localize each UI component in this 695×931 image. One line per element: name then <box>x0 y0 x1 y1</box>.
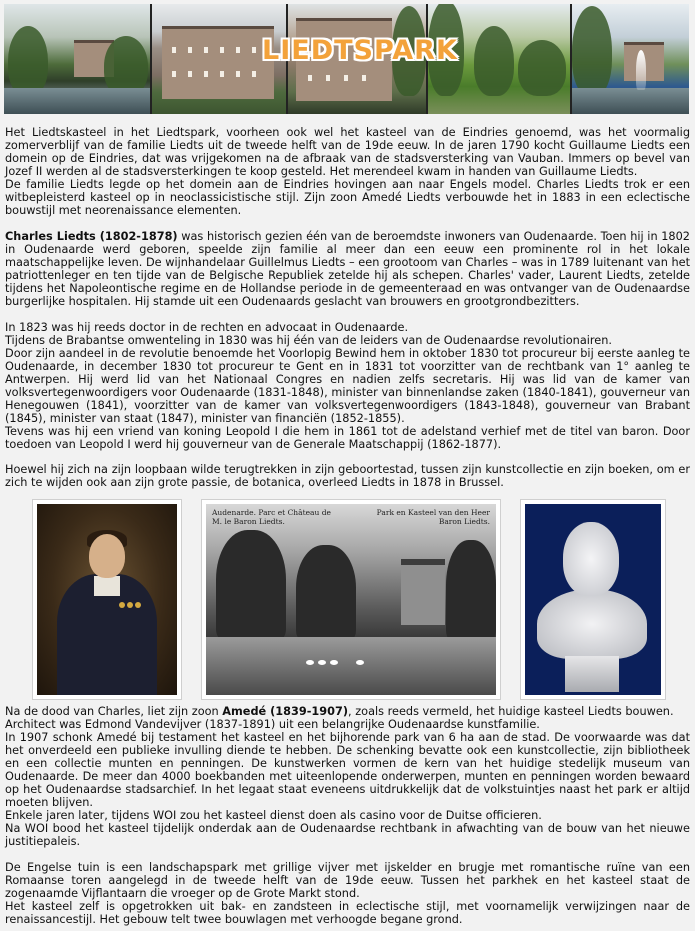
paragraph-text: , zoals reeds vermeld, het huidige kasteel Liedts bouwen. <box>348 705 674 718</box>
postcard-frame <box>201 499 501 700</box>
portrait-frame <box>32 499 182 700</box>
fountain-shape <box>636 50 646 90</box>
paragraph: Het Liedtskasteel in het Liedtspark, voorheen ook wel het kasteel van de Eindries genoemd, was het voormalig zomerverblijf van de familie Liedts uit de tweede helft van de 19de eeuw. In de jaren 1790 kocht Guillaume Liedts een domein op de Eindries, dat was vrijgekomen na de afbraak van de stadsversterking van Vauban. Immers op bevel van Jozef II werden al de stadsversterkingen te koop gesteld. Het merendeel kwam in handen van Guillaume Liedts. <box>5 126 690 178</box>
charles-section <box>5 230 690 308</box>
paragraph: Na WOI bood het kasteel tijdelijk onderdak aan de Oudenaardse rechtbank in afwachting van de bouw van het nieuwe justitiepaleis. <box>5 822 690 848</box>
paragraph: Het kasteel zelf is opgetrokken uit bak- en zandsteen in eclectische stijl, met voornamelijk verwijzingen naar de renaissancestijl. Het gebouw telt twee bouwlagen met verhoogde begane grond. <box>5 900 690 926</box>
paragraph: Tijdens de Brabantse omwenteling in 1830 was hij één van de leiders van de Oudenaardse revolutionairen. <box>5 334 612 347</box>
tree-shape <box>572 6 612 96</box>
paragraph: Tevens was hij een vriend van koning Leopold I die hem in 1861 tot de adelstand verhief met de titel van baron. Door toedoen van Leopold I werd hij gouverneur van de Generale Maatschappij (1862-1877). <box>5 425 690 451</box>
tree-shape <box>518 40 566 96</box>
amede-section <box>5 705 690 848</box>
paragraph: In 1823 was hij reeds doctor in de rechten en advocaat in Oudenaarde. <box>5 321 409 334</box>
banner-photo-fountain <box>572 4 689 114</box>
paragraph: Hoewel hij zich na zijn loopbaan wilde terugtrekken in zijn geboortestad, tussen zijn kunstcollectie en zijn boeken, om er zich te wijden ook aan zijn grote passie, de botanica, overleed Liedts in 1878 in Brussel. <box>5 463 690 489</box>
bust-sculpture-image <box>525 504 661 695</box>
pond-shape <box>572 88 689 114</box>
postcard-caption-fr: Audenarde. Parc et Château de M. le Baron Liedts. <box>212 508 331 526</box>
career-section <box>5 321 690 451</box>
retirement-section <box>5 463 690 489</box>
paragraph-text: was historisch gezien één van de beroemdste inwoners van Oudenaarde. Toen hij in 1802 in Oudenaarde werd geboren, speelde zijn familie al meer dan een eeuw een prominente rol in het lokale maatschappelijke leven. De wijnhandelaar Guillelmus Liedts – een grootoom van Charles – was in 1789 luitenant van het patriottenleger en ten tijde van de Belgische Republiek zetelde hij als schepen. Charles' vader, Laurent Liedts, zetelde tijdens het Napoleontische regime en de Hollandse periode in de gemeenteraad en was ontvanger van de Oudenaardse burgerlijke hospitalen. Hij stamde uit een Oudenaards geslacht van brouwers en grootgrondbezitters. <box>5 230 690 308</box>
paragraph: Architect was Edmond Vandevijver (1837-1891) uit een belangrijke Oudenaardse kunstfamilie. <box>5 718 540 731</box>
person-name: Charles Liedts (1802-1878) <box>5 230 178 243</box>
tree-shape <box>104 36 148 96</box>
banner-title: LIEDTSPARK <box>262 35 458 66</box>
pond-shape <box>4 88 150 114</box>
paragraph: Enkele jaren later, tijdens WOI zou het kasteel dienst doen als casino voor de Duitse officieren. <box>5 809 542 822</box>
postcard-castle-park-image <box>206 504 496 695</box>
postcard-caption <box>212 508 490 526</box>
postcard-caption-nl: Park en Kasteel van den Heer Baron Liedts. <box>376 508 490 526</box>
paragraph <box>5 230 690 308</box>
bust-frame <box>520 499 666 700</box>
intro-section <box>5 126 690 217</box>
castle-shape <box>162 26 274 99</box>
paragraph: In 1907 schonk Amedé bij testament het kasteel en het bijhorende park van 6 ha aan de stad. De voorwaarde was dat het onverdeeld een publieke invulling diende te hebben. De schenking bevatte ook een kunstcollectie, zijn bibliotheek en een collectie munten en penningen. De kunstwerken vormen de kern van het huidige stedelijk museum van Oudenaarde. De meer dan 4000 boekbanden met uiteenlopende onderwerpen, munten en penningen worden bewaard op het Oudenaardse stadsarchief. In het legaat staat eveneens uitdrukkelijk dat de volkstuintjes naast het park er altijd moeten blijven. <box>5 731 690 809</box>
banner-photo-castle-pond <box>4 4 150 114</box>
person-name: Amedé (1839-1907) <box>222 705 349 718</box>
portrait-charles-liedts-image <box>37 504 177 695</box>
tree-shape <box>8 26 48 96</box>
header-banner <box>4 4 689 114</box>
paragraph: De Engelse tuin is een landschapspark met grillige vijver met ijskelder en brugje met romantische ruïne van een Romaanse toren aangelegd in de tweede helft van de 19de eeuw. Tussen het parkhek en het kasteel staat de zogenaamde Vijflantaarn die vroeger op de Grote Markt stond. <box>5 861 690 900</box>
garden-section <box>5 861 690 926</box>
tree-shape <box>474 26 514 96</box>
paragraph: Door zijn aandeel in de revolutie benoemde het Voorlopig Bewind hem in oktober 1830 tot procureur bij eerste aanleg te Oudenaarde, in december 1830 tot procureur te Gent en in 1831 tot voorzitter van de rechtbank van 1° aanleg te Antwerpen. Hij werd lid van het Nationaal Congres en nadien zelfs secretaris. Hij was lid van de kamer van volksvertegenwoordigers voor Oudenaarde (1831-1848), minister van binnenlandse zaken (1840-1841), gouverneur van Henegouwen (1841), voorzitter van de kamer van volksvertegenwoordigers (1843-1848), gouverneur van Brabant (1845), minister van staat (1847), minister van financiën (1852-1855). <box>5 347 690 425</box>
paragraph-text: Na de dood van Charles, liet zijn zoon <box>5 705 223 718</box>
paragraph: De familie Liedts legde op het domein aan de Eindries hovingen aan naar Engels model. Charles Liedts trok er een witbepleisterd kasteel op in neoclassicistische stijl. Zijn zoon Amedé Liedts verbouwde het in 1883 in een eclectische bouwstijl met neorenaissance elementen. <box>5 178 690 217</box>
paragraph <box>5 705 690 718</box>
